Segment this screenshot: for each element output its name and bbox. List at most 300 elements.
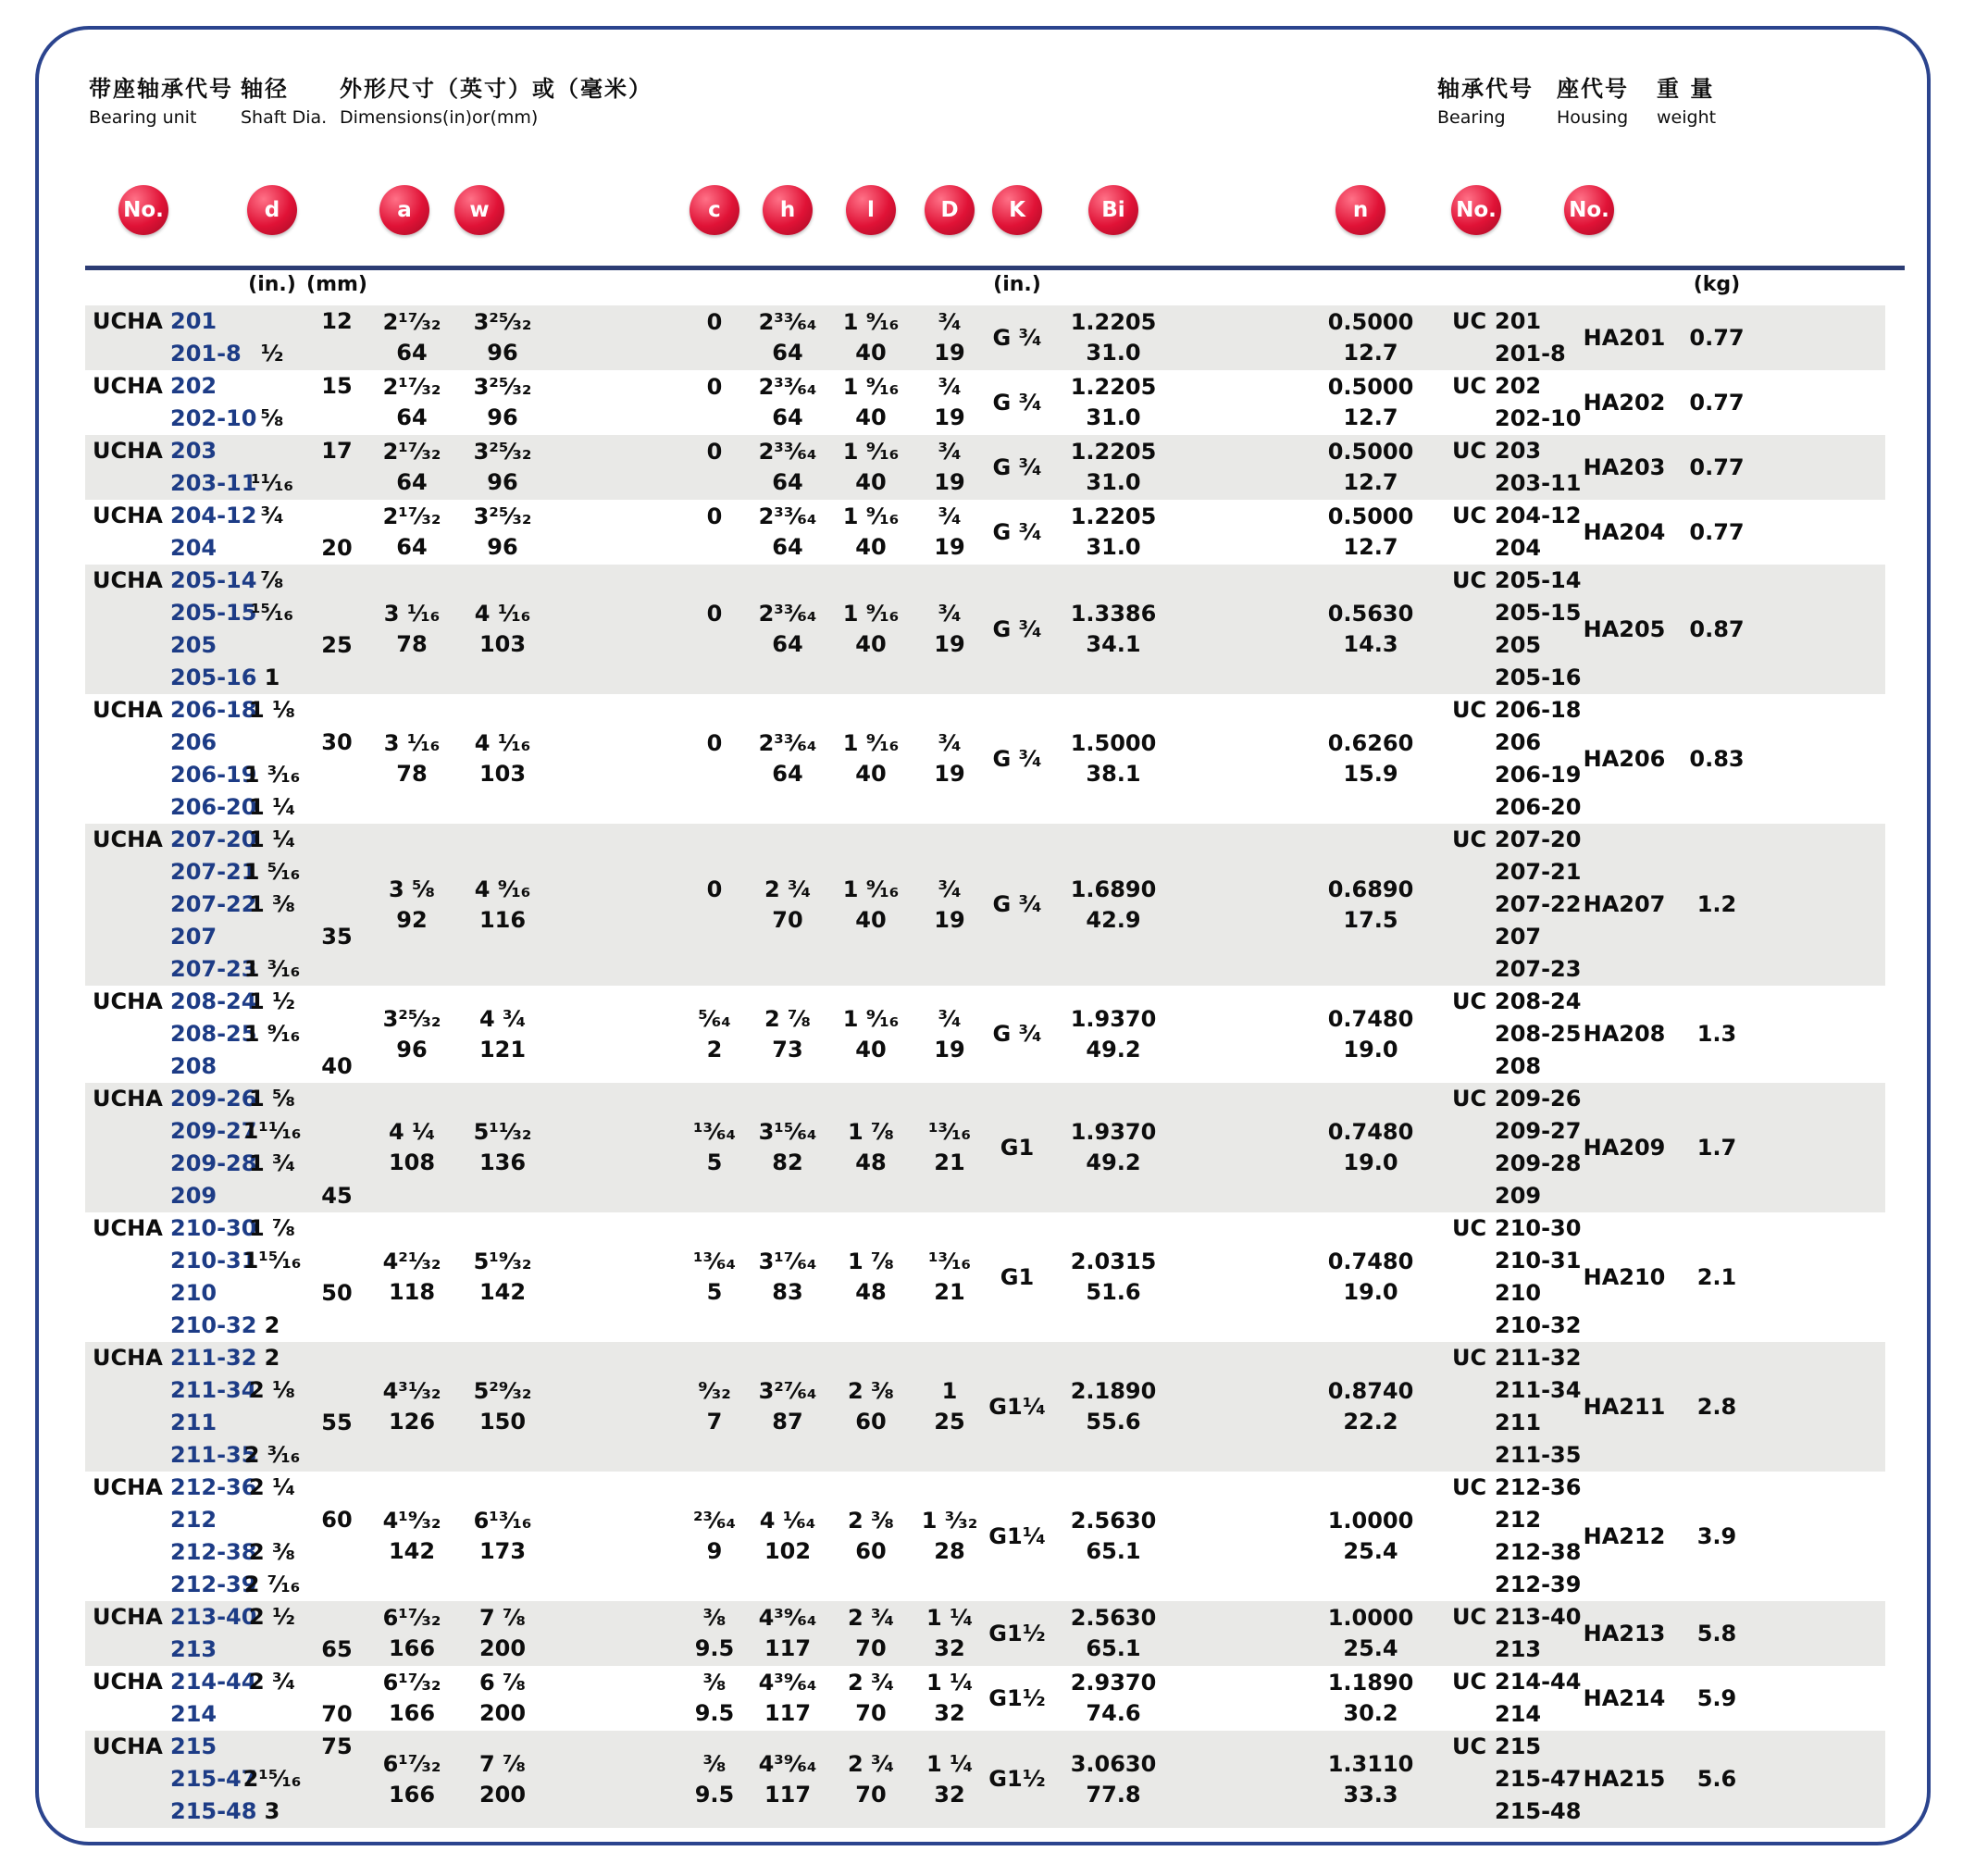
table-row (85, 986, 1885, 1083)
dim-w-cell: 7 ⁷⁄₈ 200 (478, 1750, 527, 1808)
model-code: 203 (170, 438, 217, 464)
unit-prefix: UCHA (93, 697, 163, 723)
table-row (85, 435, 1885, 500)
model-code: 215-47 (170, 1766, 257, 1792)
unit-prefix: UCHA (93, 308, 163, 334)
unit-prefix: UCHA (93, 1604, 163, 1630)
dims-header-zh: 外形尺寸（英寸）或（毫米） (340, 76, 652, 102)
bearing-cell (1452, 435, 1582, 500)
dim-w-cell: 4 ⁹⁄₁₆ 116 (474, 876, 531, 933)
model-code: 212-36 (170, 1474, 257, 1500)
weight-cell: 0.77 (1689, 324, 1745, 351)
k-cell: G ³⁄₄ (992, 615, 1042, 642)
dim-a-cell: 6¹⁷⁄₃₂ 166 (382, 1605, 441, 1661)
bearing-code: 207-23 (1495, 956, 1582, 982)
model-code: 204 (170, 535, 217, 561)
shaft-mm-cell: 35 (321, 924, 353, 950)
shaft-in-cell: 2¹⁵⁄₁₆ 3 (242, 1766, 302, 1824)
table-row (85, 500, 1885, 565)
weight-cell: 1.3 (1696, 1021, 1737, 1047)
bearing-code: 211-32 (1495, 1345, 1582, 1371)
unit-cell (85, 1083, 257, 1212)
badge-unit-no: No. (118, 185, 168, 235)
shaft-mm-cell: 65 (321, 1636, 353, 1662)
dim-c-cell: 0 (706, 601, 723, 627)
spacer (1174, 1212, 1289, 1342)
housing-cell: HA209 (1583, 1134, 1666, 1161)
bearing-code: 209-28 (1495, 1150, 1582, 1176)
spacer (549, 435, 678, 500)
bearing-code: 209-27 (1495, 1118, 1582, 1144)
dim-c-cell: ⁹⁄₃₂ 7 (698, 1378, 731, 1435)
dim-big-d-cell: ³⁄₄ 19 (934, 601, 965, 657)
dim-l-cell: 2 ³⁄₈ 60 (847, 1378, 895, 1435)
bearing-cell (1452, 1731, 1582, 1828)
model-code: 214 (170, 1701, 217, 1727)
bearing-prefix: UC (1452, 1733, 1487, 1759)
badge-big-d: D (925, 185, 975, 235)
unit-prefix: UCHA (93, 503, 163, 528)
unit-cell (85, 370, 257, 435)
spacer (1174, 1472, 1289, 1601)
spacer (549, 565, 678, 694)
dim-l-cell: 1 ⁹⁄₁₆ 40 (842, 730, 900, 787)
dim-a-cell: 3 ¹⁄₁₆ 78 (383, 601, 441, 657)
spacer (1174, 694, 1289, 824)
model-code: 203-11 (170, 470, 257, 496)
dim-w-cell: 5²⁹⁄₃₂ 150 (473, 1378, 532, 1435)
dim-bi-cell: 1.2205 31.0 (1070, 309, 1157, 366)
shaft-mm-cell: 70 (321, 1701, 353, 1727)
dim-c-cell: ³⁄₈ 9.5 (694, 1670, 735, 1726)
model-code: 205 (170, 632, 217, 658)
dim-h-cell: 2³³⁄₆₄ 64 (758, 503, 817, 560)
dim-l-cell: 1 ⁹⁄₁₆ 40 (842, 374, 900, 430)
dim-c-cell: ¹³⁄₆₄ 5 (692, 1249, 737, 1305)
badge-l: l (846, 185, 896, 235)
weight-header-en: weight (1657, 107, 1717, 128)
shaft-in-cell: 2 ¹⁄₄ 2 ³⁄₈ 2 ⁷⁄₁₆ (243, 1474, 301, 1597)
bearing-cell (1452, 1472, 1582, 1601)
dim-c-cell: ⁵⁄₆₄ 2 (698, 1005, 731, 1062)
badge-d: d (247, 185, 297, 235)
bearing-code: 204 (1495, 535, 1542, 561)
model-code: 201 (170, 308, 217, 334)
bearing-cell (1452, 986, 1582, 1083)
dim-h-cell: 2³³⁄₆₄ 64 (758, 309, 817, 366)
badge-n: n (1336, 185, 1385, 235)
model-code: 206-19 (170, 762, 257, 788)
shaft-in-cell: ⁷⁄₈ ¹⁵⁄₁₆ 1 (250, 567, 294, 690)
dim-n-cell: 0.5000 12.7 (1327, 374, 1414, 430)
bearing-header-zh: 轴承代号 (1437, 76, 1534, 102)
model-code: 210-31 (170, 1248, 257, 1273)
model-code: 215 (170, 1733, 217, 1759)
model-code: 215-48 (170, 1798, 257, 1824)
table-row (85, 1731, 1885, 1828)
dim-h-cell: 2 ⁷⁄₈ 73 (764, 1005, 812, 1062)
bearing-prefix: UC (1452, 826, 1487, 852)
weight-cell: 0.83 (1689, 745, 1745, 772)
dim-bi-cell: 3.0630 77.8 (1070, 1750, 1157, 1808)
shaft-mm-cell: 45 (321, 1183, 353, 1209)
bearing-prefix: UC (1452, 503, 1487, 528)
dim-l-cell: 1 ⁹⁄₁₆ 40 (842, 601, 900, 657)
spacer (1754, 1472, 1885, 1601)
weight-cell: 0.77 (1689, 518, 1745, 545)
spacer (1174, 824, 1289, 986)
unit-prefix: UCHA (93, 1215, 163, 1241)
shaft-in-unit: (in.) (248, 273, 296, 296)
bearing-cell (1452, 1601, 1582, 1666)
spacer (1754, 370, 1885, 435)
dim-c-cell: ¹³⁄₆₄ 5 (692, 1119, 737, 1175)
dim-w-cell: 3²⁵⁄₃₂ 96 (473, 309, 532, 366)
unit-header-zh: 带座轴承代号 (89, 76, 233, 102)
dim-w-cell: 3²⁵⁄₃₂ 96 (473, 503, 532, 560)
bearing-code: 212-38 (1495, 1539, 1582, 1565)
table-row (85, 1212, 1885, 1342)
housing-cell: HA215 (1583, 1766, 1666, 1792)
dim-bi-cell: 2.9370 74.6 (1070, 1670, 1157, 1726)
housing-cell: HA212 (1583, 1522, 1666, 1549)
bearing-code: 215-47 (1495, 1766, 1582, 1792)
k-cell: G1¹⁄₄ (988, 1522, 1046, 1549)
dim-w-cell: 5¹⁹⁄₃₂ 142 (473, 1249, 532, 1305)
bearing-prefix: UC (1452, 1345, 1487, 1371)
bearing-header-en: Bearing (1437, 107, 1506, 128)
dim-n-cell: 0.5000 12.7 (1327, 503, 1414, 560)
unit-cell (85, 305, 242, 370)
table-row (85, 1342, 1885, 1472)
table-row (85, 305, 1885, 370)
weight-cell: 5.6 (1696, 1766, 1737, 1792)
k-cell: G1 (1000, 1263, 1035, 1290)
dim-big-d-cell: 1 ¹⁄₄ 32 (926, 1605, 974, 1661)
dim-a-cell: 4²¹⁄₃₂ 118 (382, 1249, 441, 1305)
dim-l-cell: 2 ³⁄₄ 70 (847, 1750, 895, 1808)
dim-n-cell: 0.5000 12.7 (1327, 439, 1414, 495)
k-cell: G1¹⁄₂ (988, 1766, 1046, 1792)
dim-big-d-cell: 1 ¹⁄₄ 32 (926, 1750, 974, 1808)
spacer (1174, 435, 1289, 500)
dim-bi-cell: 1.6890 42.9 (1070, 876, 1157, 933)
shaft-in-cell: 2 2 ¹⁄₈ 2 ³⁄₁₆ (243, 1345, 301, 1468)
unit-cell (85, 1472, 257, 1601)
unit-cell (85, 565, 257, 694)
bearing-cell (1452, 824, 1582, 986)
shaft-header-zh: 轴径 (241, 76, 289, 102)
unit-header-en: Bearing unit (89, 107, 197, 128)
dim-l-cell: 2 ³⁄₄ 70 (847, 1670, 895, 1726)
unit-prefix: UCHA (93, 1669, 163, 1695)
k-cell: G ³⁄₄ (992, 389, 1042, 416)
bearing-prefix: UC (1452, 373, 1487, 399)
shaft-in-cell: ¹¹⁄₁₆ (250, 470, 294, 496)
weight-cell: 3.9 (1696, 1522, 1737, 1549)
dim-bi-cell: 2.5630 65.1 (1070, 1508, 1157, 1564)
dim-h-cell: 2³³⁄₆₄ 64 (758, 374, 817, 430)
dim-h-cell: 4 ¹⁄₆₄ 102 (759, 1508, 816, 1564)
dim-l-cell: 2 ³⁄₄ 70 (847, 1605, 895, 1661)
spacer (549, 305, 678, 370)
bearing-prefix: UC (1452, 697, 1487, 723)
housing-header-en: Housing (1557, 107, 1629, 128)
dim-w-cell: 6 ⁷⁄₈ 200 (478, 1670, 527, 1726)
k-in-unit: (in.) (993, 273, 1041, 296)
bearing-code: 208-24 (1495, 988, 1582, 1014)
dim-bi-cell: 1.2205 31.0 (1070, 503, 1157, 560)
housing-cell: HA203 (1583, 453, 1666, 480)
unit-cell (85, 1731, 257, 1828)
housing-cell: HA206 (1583, 745, 1666, 772)
bearing-code: 213-40 (1495, 1604, 1582, 1630)
shaft-in-cell: 1 ⁷⁄₈ 1¹⁵⁄₁₆ 2 (242, 1215, 302, 1338)
shaft-mm-cell: 30 (321, 729, 353, 755)
k-cell: G1¹⁄₂ (988, 1684, 1046, 1711)
shaft-in-cell: 1 ⁵⁄₈ 1¹¹⁄₁₆ 1 ³⁄₄ (242, 1086, 302, 1176)
bearing-code: 210-31 (1495, 1248, 1582, 1273)
bearing-code: 214 (1495, 1701, 1542, 1727)
model-code: 205-15 (170, 600, 257, 626)
dim-w-cell: 4 ³⁄₄ 121 (478, 1005, 527, 1062)
dim-bi-cell: 1.5000 38.1 (1070, 730, 1157, 787)
bearing-code: 202 (1495, 373, 1542, 399)
bearing-code: 207-22 (1495, 891, 1582, 917)
dim-a-cell: 2¹⁷⁄₃₂ 64 (382, 309, 441, 366)
bearing-code: 205-15 (1495, 600, 1582, 626)
unit-cell (85, 1666, 257, 1731)
badge-bi: Bi (1088, 185, 1138, 235)
dim-h-cell: 4³⁹⁄₆₄ 117 (758, 1670, 817, 1726)
dim-big-d-cell: ³⁄₄ 19 (934, 876, 965, 933)
bearing-code: 206-18 (1495, 697, 1582, 723)
dim-n-cell: 0.8740 22.2 (1327, 1378, 1414, 1435)
model-code: 207-22 (170, 891, 257, 917)
bearing-code: 204-12 (1495, 503, 1582, 528)
dim-n-cell: 0.6260 15.9 (1327, 730, 1414, 787)
shaft-mm-cell: 40 (321, 1053, 353, 1079)
bearing-code: 209-26 (1495, 1086, 1582, 1112)
spacer (1754, 1212, 1885, 1342)
model-code: 207-20 (170, 826, 257, 852)
dim-n-cell: 1.1890 30.2 (1327, 1670, 1414, 1726)
dim-bi-cell: 2.1890 55.6 (1070, 1378, 1157, 1435)
dim-big-d-cell: ³⁄₄ 19 (934, 374, 965, 430)
spacer (549, 1601, 678, 1666)
spacer (1174, 1342, 1289, 1472)
dim-c-cell: 0 (706, 374, 723, 400)
shaft-mm-cell: 12 (321, 308, 353, 334)
dim-h-cell: 2 ³⁄₄ 70 (764, 876, 812, 933)
dim-w-cell: 6¹³⁄₁₆ 173 (473, 1508, 532, 1564)
housing-cell: HA208 (1583, 1021, 1666, 1047)
k-cell: G1¹⁄₄ (988, 1393, 1046, 1420)
dim-h-cell: 4³⁹⁄₆₄ 117 (758, 1750, 817, 1808)
spacer (1174, 1731, 1289, 1828)
spacer (1754, 1666, 1885, 1731)
model-code: 213-40 (170, 1604, 257, 1630)
unit-prefix: UCHA (93, 1086, 163, 1112)
shaft-in-cell: ¹⁄₂ (260, 341, 284, 367)
header-divider (85, 266, 1905, 270)
bearing-code: 210 (1495, 1280, 1542, 1306)
dim-big-d-cell: ¹³⁄₁₆ 21 (927, 1119, 972, 1175)
dim-big-d-cell: ³⁄₄ 19 (934, 439, 965, 495)
dim-c-cell: ²³⁄₆₄ 9 (692, 1508, 737, 1564)
model-code: 212-39 (170, 1572, 257, 1597)
dim-w-cell: 4 ¹⁄₁₆ 103 (474, 730, 531, 787)
model-code: 209-26 (170, 1086, 257, 1112)
bearing-cell (1452, 1666, 1582, 1731)
bearing-code: 215-48 (1495, 1798, 1582, 1824)
table-row (85, 1601, 1885, 1666)
model-code: 214-44 (170, 1669, 257, 1695)
dim-h-cell: 2³³⁄₆₄ 64 (758, 439, 817, 495)
bearing-code: 201 (1495, 308, 1542, 334)
dim-big-d-cell: 1 ¹⁄₄ 32 (926, 1670, 974, 1726)
unit-prefix: UCHA (93, 1345, 163, 1371)
bearing-code: 208-25 (1495, 1021, 1582, 1047)
shaft-mm-cell: 60 (321, 1507, 353, 1533)
table-row (85, 824, 1885, 986)
spacer (1754, 305, 1885, 370)
spacer (1174, 1601, 1289, 1666)
spacer (1754, 1731, 1885, 1828)
spacer (1754, 824, 1885, 986)
bearing-prefix: UC (1452, 1604, 1487, 1630)
bearing-code: 214-44 (1495, 1669, 1582, 1695)
bearing-prefix: UC (1452, 1086, 1487, 1112)
bearing-prefix: UC (1452, 1215, 1487, 1241)
bearing-cell (1452, 1342, 1582, 1472)
housing-cell: HA213 (1583, 1620, 1666, 1646)
unit-cell (85, 986, 257, 1083)
housing-cell: HA204 (1583, 518, 1666, 545)
unit-cell (85, 1342, 257, 1472)
unit-prefix: UCHA (93, 567, 163, 593)
weight-cell: 2.1 (1696, 1263, 1737, 1290)
dim-a-cell: 3 ⁵⁄₈ 92 (388, 876, 436, 933)
badge-housing-no: No. (1564, 185, 1614, 235)
badge-a: a (379, 185, 429, 235)
bearing-code: 212-39 (1495, 1572, 1582, 1597)
dim-h-cell: 3²⁷⁄₆₄ 87 (758, 1378, 817, 1435)
dim-bi-cell: 1.2205 31.0 (1070, 439, 1157, 495)
model-code: 211 (170, 1410, 217, 1435)
model-code: 211-32 (170, 1345, 257, 1371)
dim-a-cell: 3 ¹⁄₁₆ 78 (383, 730, 441, 787)
dim-h-cell: 2³³⁄₆₄ 64 (758, 730, 817, 787)
bearing-code: 201-8 (1495, 341, 1566, 367)
dim-l-cell: 1 ⁹⁄₁₆ 40 (842, 1005, 900, 1062)
model-code: 206-18 (170, 697, 257, 723)
dim-a-cell: 4 ¹⁄₄ 108 (388, 1119, 436, 1175)
weight-kg-unit: (kg) (1693, 273, 1741, 296)
dim-a-cell: 2¹⁷⁄₃₂ 64 (382, 503, 441, 560)
bearing-cell (1452, 1083, 1582, 1212)
model-code: 205-16 (170, 665, 257, 690)
dim-a-cell: 2¹⁷⁄₃₂ 64 (382, 374, 441, 430)
spacer (549, 986, 678, 1083)
model-code: 209 (170, 1183, 217, 1209)
dim-l-cell: 1 ⁷⁄₈ 48 (847, 1119, 895, 1175)
bearing-code: 213 (1495, 1636, 1542, 1662)
bearing-prefix: UC (1452, 988, 1487, 1014)
model-code: 208-25 (170, 1021, 257, 1047)
shaft-mm-cell: 15 (321, 373, 353, 399)
model-code: 213 (170, 1636, 217, 1662)
dim-a-cell: 4¹⁹⁄₃₂ 142 (382, 1508, 441, 1564)
dim-bi-cell: 1.3386 34.1 (1070, 601, 1157, 657)
bearing-code: 207 (1495, 924, 1542, 950)
model-code: 204-12 (170, 503, 257, 528)
dim-c-cell: 0 (706, 503, 723, 529)
model-code: 211-34 (170, 1377, 257, 1403)
spacer (549, 370, 678, 435)
spacer (549, 1731, 678, 1828)
spacer (1754, 986, 1885, 1083)
dim-h-cell: 3¹⁵⁄₆₄ 82 (758, 1119, 817, 1175)
weight-cell: 0.87 (1689, 615, 1745, 642)
k-cell: G1¹⁄₂ (988, 1620, 1046, 1646)
housing-cell: HA201 (1583, 324, 1666, 351)
bearing-cell (1452, 500, 1582, 565)
unit-cell (85, 435, 257, 500)
model-code: 201-8 (170, 341, 242, 367)
bearing-code: 203-11 (1495, 470, 1582, 496)
model-code: 202-10 (170, 405, 257, 431)
unit-cell (85, 500, 257, 565)
shaft-mm-cell: 17 (321, 438, 353, 464)
spacer (1174, 500, 1289, 565)
bearing-code: 209 (1495, 1183, 1542, 1209)
bearing-cell (1452, 305, 1569, 370)
bearing-code: 210-32 (1495, 1312, 1582, 1338)
dim-n-cell: 1.0000 25.4 (1327, 1508, 1414, 1564)
badge-bearing-no: No. (1451, 185, 1501, 235)
k-cell: G ³⁄₄ (992, 518, 1042, 545)
spacer (1754, 500, 1885, 565)
unit-cell (85, 694, 257, 824)
model-code: 207-23 (170, 956, 257, 982)
dim-l-cell: 1 ⁹⁄₁₆ 40 (842, 439, 900, 495)
badge-h: h (763, 185, 813, 235)
dim-big-d-cell: ³⁄₄ 19 (934, 503, 965, 560)
spacer (549, 1342, 678, 1472)
spacer (1174, 370, 1289, 435)
shaft-in-cell: 2 ³⁄₄ (248, 1669, 296, 1695)
dim-h-cell: 3¹⁷⁄₆₄ 83 (758, 1249, 817, 1305)
housing-cell: HA211 (1583, 1393, 1666, 1420)
table-row (85, 1666, 1885, 1731)
shaft-mm-cell: 25 (321, 632, 353, 658)
dim-a-cell: 6¹⁷⁄₃₂ 166 (382, 1670, 441, 1726)
model-code: 209-27 (170, 1118, 257, 1144)
spacer (549, 694, 678, 824)
bearing-code: 208 (1495, 1053, 1542, 1079)
bearing-code: 203 (1495, 438, 1542, 464)
badge-w: w (454, 185, 504, 235)
bearing-code: 211-35 (1495, 1442, 1582, 1468)
bearing-code: 211-34 (1495, 1377, 1582, 1403)
model-code: 208 (170, 1053, 217, 1079)
dim-big-d-cell: ³⁄₄ 19 (934, 1005, 965, 1062)
shaft-mm-cell: 75 (321, 1733, 353, 1759)
shaft-header-en: Shaft Dia. (241, 107, 328, 128)
k-cell: G ³⁄₄ (992, 891, 1042, 917)
model-code: 205-14 (170, 567, 257, 593)
